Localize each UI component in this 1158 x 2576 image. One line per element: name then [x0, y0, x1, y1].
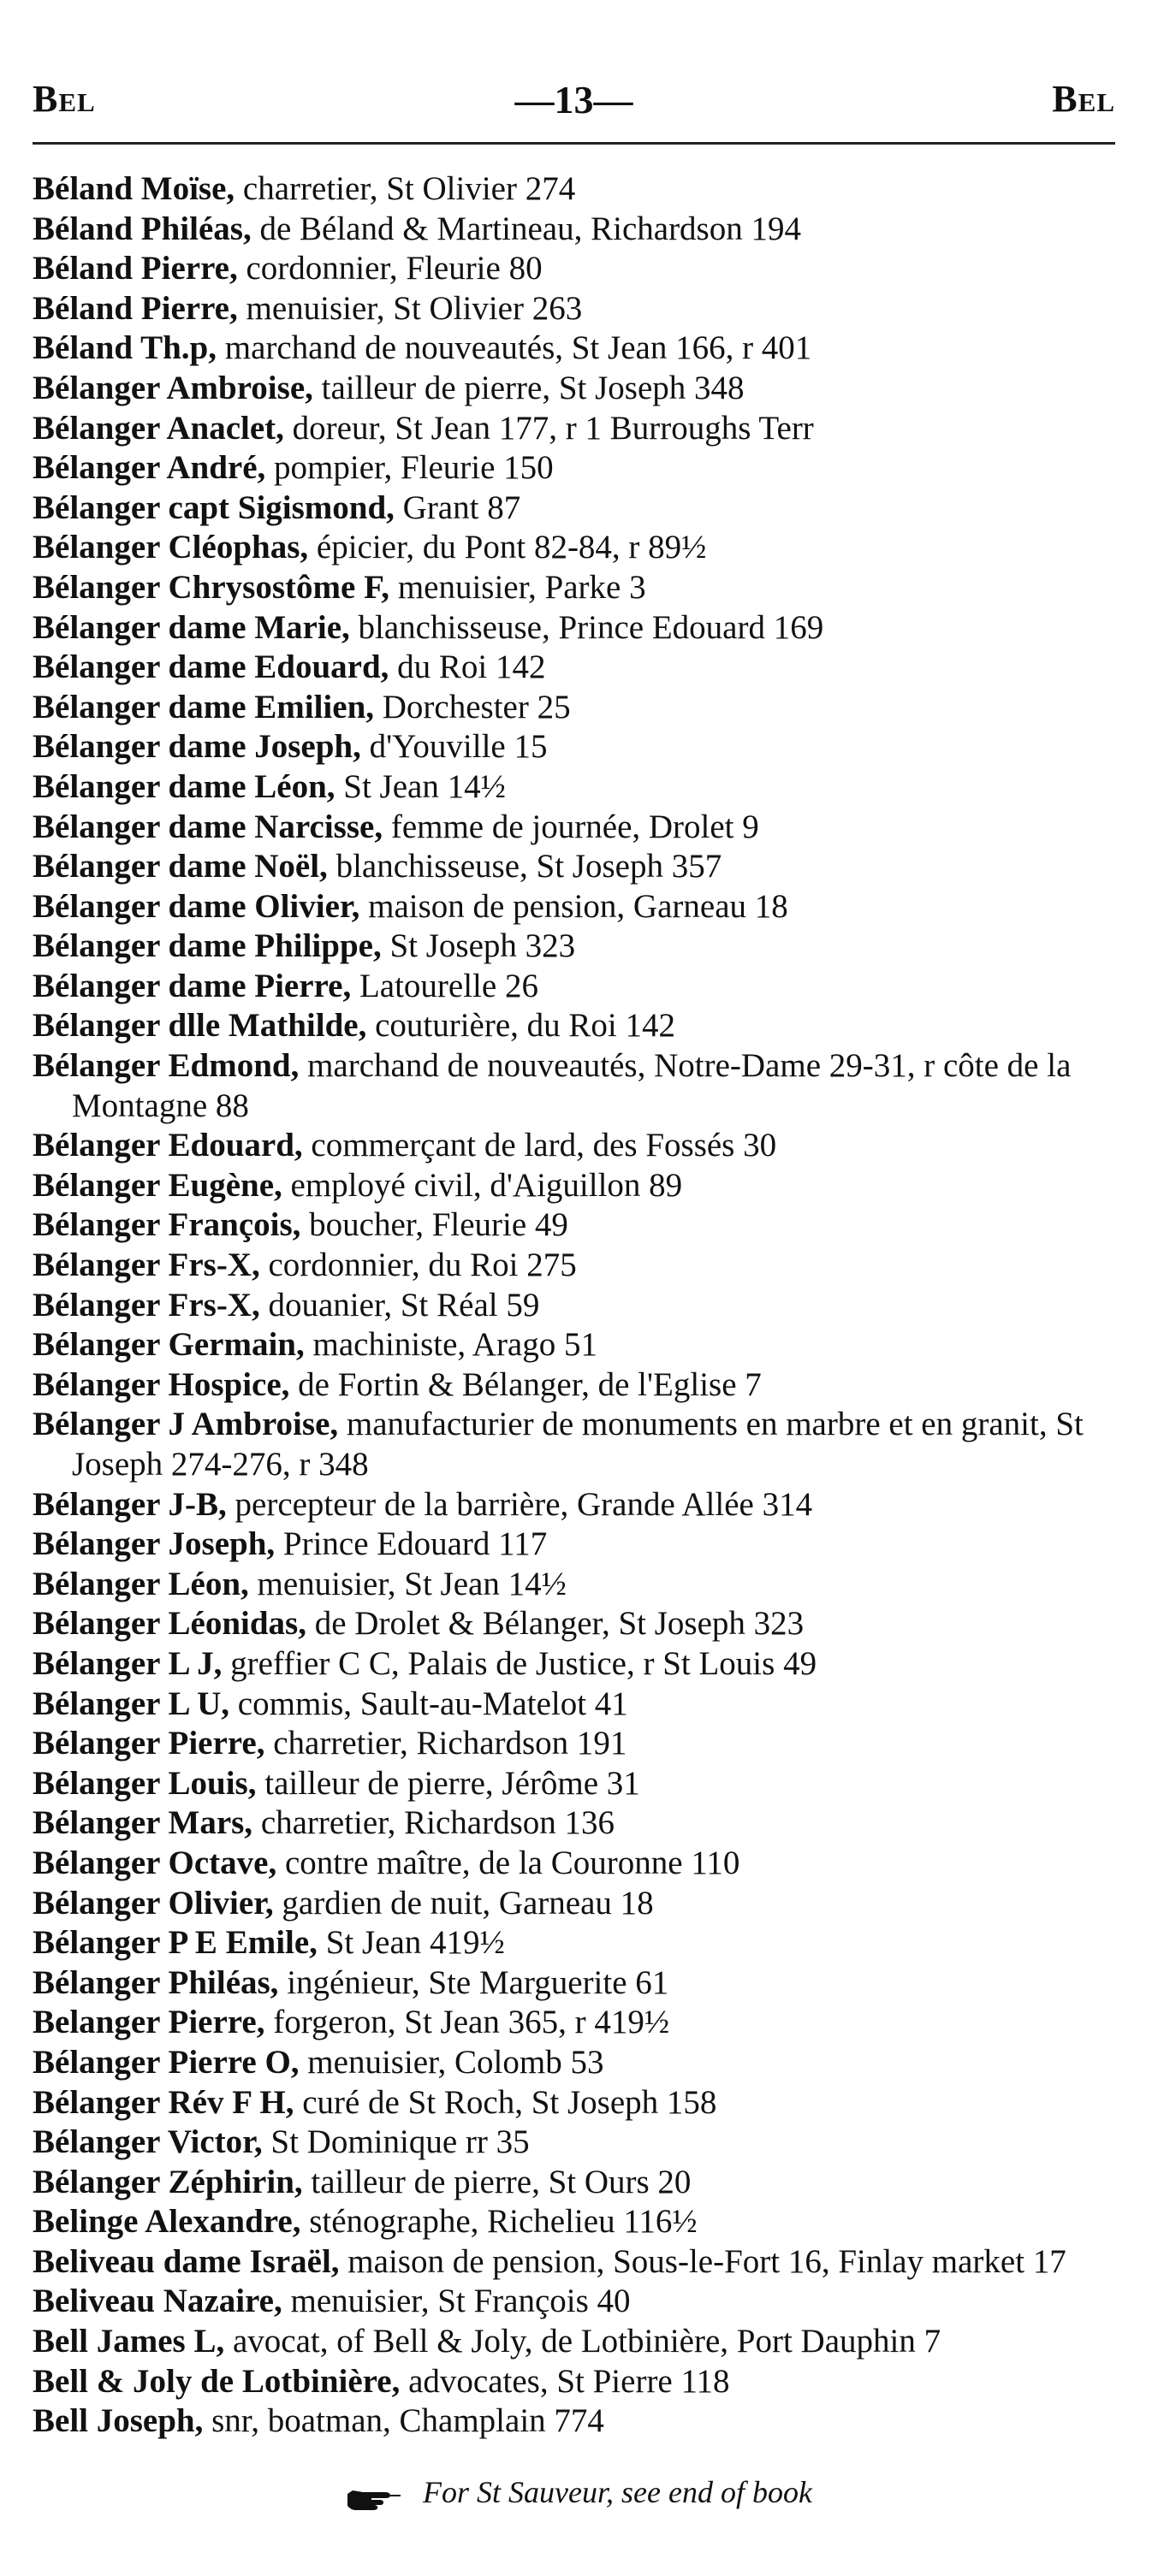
directory-entry — [33, 1485, 1115, 1525]
entry-name: Bell Joseph, — [33, 2402, 204, 2440]
entry-name: Bélanger Chrysostôme F, — [33, 568, 390, 606]
entry-name: Bélanger Philéas, — [33, 1963, 279, 2001]
entry-name: Bélanger Cléophas, — [33, 529, 309, 566]
directory-entry — [33, 1604, 1115, 1644]
directory-entry — [33, 2282, 1115, 2322]
entry-details: ingénieur, Ste Marguerite 61 — [278, 1963, 669, 2001]
directory-entry — [33, 1046, 1115, 1126]
entry-name: Beliveau Nazaire, — [33, 2283, 282, 2320]
entry-details: menuisier, St Jean 14½ — [248, 1565, 567, 1602]
running-head-left: Bel — [33, 78, 96, 120]
entry-name: Bélanger Frs-X, — [33, 1286, 260, 1324]
entry-name: Bélanger Zéphirin, — [33, 2163, 303, 2200]
running-head-right: Bel — [1052, 78, 1115, 120]
entry-details: employé civil, d'Aiguillon 89 — [282, 1166, 683, 1204]
entry-name: Béland Philéas, — [33, 210, 252, 247]
entry-details: blanchisseuse, Prince Edouard 169 — [349, 608, 824, 646]
entry-name: Bélanger Frs-X, — [33, 1247, 260, 1284]
entry-name: Bélanger dame Philippe, — [33, 927, 382, 965]
entry-name: Bélanger dame Emilien, — [33, 688, 375, 725]
entry-details: St Dominique rr 35 — [262, 2123, 530, 2161]
entry-details: doreur, St Jean 177, r 1 Burroughs Terr — [283, 409, 814, 447]
directory-entry — [33, 210, 1115, 250]
directory-entry — [33, 1166, 1115, 1206]
entry-details: machiniste, Arago 51 — [304, 1326, 597, 1364]
entry-name: Bélanger Eugène, — [33, 1166, 282, 1204]
entry-name: Bell & Joly de Lotbinière, — [33, 2362, 401, 2400]
entry-details: marchand de nouveautés, St Jean 166, r 401 — [216, 329, 812, 367]
directory-entry — [33, 1844, 1115, 1884]
directory-entry — [33, 927, 1115, 967]
page-header — [33, 77, 1115, 137]
entry-details: charretier, Richardson 136 — [252, 1804, 615, 1842]
entry-name: Bélanger dame Noël, — [33, 848, 328, 885]
entry-name: Bélanger Octave, — [33, 1844, 277, 1881]
entry-details: de Drolet & Bélanger, St Joseph 323 — [306, 1605, 805, 1643]
directory-entry — [33, 528, 1115, 568]
entry-name: Bélanger dame Olivier, — [33, 887, 360, 925]
directory-entry — [33, 967, 1115, 1007]
directory-entry — [33, 648, 1115, 688]
directory-entry — [33, 1803, 1115, 1844]
entry-name: Béland Moïse, — [33, 170, 235, 207]
entry-details: contre maître, de la Couronne 110 — [276, 1844, 740, 1881]
directory-entry — [33, 1246, 1115, 1286]
footer-note: For St Sauveur, see end of book — [423, 2475, 812, 2509]
directory-entry — [33, 1963, 1115, 2004]
entry-name: Bélanger L U, — [33, 1685, 230, 1722]
directory-entry — [33, 808, 1115, 848]
entry-details: St Jean 14½ — [335, 767, 506, 805]
entry-name: Bélanger dame Edouard, — [33, 648, 389, 686]
entry-details: d'Youville 15 — [360, 728, 548, 766]
entry-details: gardien de nuit, Garneau 18 — [273, 1884, 654, 1922]
entry-name: Béland Pierre, — [33, 289, 238, 327]
directory-entry — [33, 767, 1115, 808]
directory-entry — [33, 887, 1115, 927]
entry-name: Beliveau dame Israël, — [33, 2242, 340, 2280]
directory-entry — [33, 1006, 1115, 1046]
directory-entry — [33, 1525, 1115, 1565]
entry-name: Bélanger dame Léon, — [33, 767, 336, 805]
entry-details: cordonnier, Fleurie 80 — [237, 250, 543, 287]
entry-name: Bélanger Léonidas, — [33, 1605, 306, 1643]
entry-name: Bélanger André, — [33, 449, 266, 487]
entry-name: Bélanger J-B, — [33, 1485, 227, 1523]
entry-name: Béland Pierre, — [33, 250, 238, 287]
entry-name: Bélanger L J, — [33, 1644, 223, 1682]
entry-details: Grant 87 — [394, 489, 521, 526]
entry-details: menuisier, Colomb 53 — [299, 2043, 604, 2081]
entry-details: douanier, St Réal 59 — [259, 1286, 540, 1324]
entry-details: forgeron, St Jean 365, r 419½ — [264, 2004, 670, 2041]
directory-entry — [33, 1365, 1115, 1406]
entry-name: Bélanger François, — [33, 1206, 301, 1244]
directory-entry — [33, 847, 1115, 887]
directory-entry — [33, 608, 1115, 648]
entry-name: Bélanger Joseph, — [33, 1525, 276, 1563]
entry-name: Bélanger Germain, — [33, 1326, 305, 1364]
entry-name: Bélanger Anaclet, — [33, 409, 284, 447]
directory-entry — [33, 169, 1115, 210]
directory-entry — [33, 2322, 1115, 2362]
page-number: —13— — [514, 78, 633, 121]
entry-details: de Fortin & Bélanger, de l'Eglise 7 — [289, 1365, 762, 1403]
entry-name: Bélanger dame Narcisse, — [33, 808, 383, 845]
entry-name: Bélanger Edmond, — [33, 1047, 300, 1085]
entry-name: Bélanger capt Sigismond, — [33, 489, 395, 526]
entry-details: commerçant de lard, des Fossés 30 — [302, 1127, 777, 1164]
entry-details: pompier, Fleurie 150 — [265, 449, 554, 487]
entry-name: Bélanger dame Pierre, — [33, 967, 352, 1004]
directory-entry — [33, 1884, 1115, 1924]
entry-details: épicier, du Pont 82-84, r 89½ — [308, 529, 707, 566]
pointing-hand-icon — [346, 2483, 404, 2508]
entry-name: Bélanger Victor, — [33, 2123, 263, 2161]
entry-details: greffier C C, Palais de Justice, r St Louis 49 — [222, 1644, 817, 1682]
entry-details: couturière, du Roi 142 — [366, 1007, 676, 1045]
directory-entry — [33, 2003, 1115, 2043]
directory-entry — [33, 1325, 1115, 1365]
entry-name: Bélanger Olivier, — [33, 1884, 274, 1922]
entry-details: blanchisseuse, St Joseph 357 — [327, 848, 722, 885]
directory-entry — [33, 1724, 1115, 1764]
entry-details: percepteur de la barrière, Grande Allée 314 — [226, 1485, 813, 1523]
entry-name: Bélanger dame Marie, — [33, 608, 350, 646]
entry-details: advocates, St Pierre 118 — [400, 2362, 730, 2400]
entry-details: charretier, St Olivier 274 — [235, 170, 576, 207]
entry-details: Latourelle 26 — [351, 967, 538, 1004]
page-footer — [0, 2474, 1158, 2510]
entry-details: Dorchester 25 — [374, 688, 571, 725]
directory-entry — [33, 1764, 1115, 1804]
directory-entry — [33, 1286, 1115, 1326]
entry-name: Belanger Pierre, — [33, 2004, 265, 2041]
entry-name: Bélanger Louis, — [33, 1764, 257, 1802]
directory-entry — [33, 2163, 1115, 2203]
entry-name: Bélanger P E Emile, — [33, 1924, 318, 1962]
entry-name: Bélanger Edouard, — [33, 1127, 303, 1164]
directory-entry — [33, 289, 1115, 329]
entry-details: St Jean 419½ — [317, 1924, 505, 1962]
entry-details: Prince Edouard 117 — [275, 1525, 548, 1563]
entry-details: tailleur de pierre, St Ours 20 — [302, 2163, 692, 2200]
entry-details: menuisier, St Olivier 263 — [237, 289, 583, 327]
entry-name: Bélanger dame Joseph, — [33, 728, 361, 766]
entry-details: de Béland & Martineau, Richardson 194 — [251, 210, 801, 247]
entry-details: du Roi 142 — [389, 648, 546, 686]
directory-entry — [33, 1205, 1115, 1246]
entry-name: Bélanger dlle Mathilde, — [33, 1007, 367, 1045]
directory-entry — [33, 1644, 1115, 1685]
entry-name: Belinge Alexandre, — [33, 2203, 301, 2241]
directory-entry — [33, 249, 1115, 289]
entry-details: curé de St Roch, St Joseph 158 — [294, 2083, 717, 2121]
entry-details: tailleur de pierre, St Joseph 348 — [312, 369, 745, 406]
entry-details: menuisier, Parke 3 — [389, 568, 646, 606]
directory-entry — [33, 2043, 1115, 2083]
header-rule — [33, 142, 1115, 145]
directory-entry — [33, 1405, 1115, 1484]
entry-details: snr, boatman, Champlain 774 — [203, 2402, 604, 2440]
entry-name: Bélanger Hospice, — [33, 1365, 290, 1403]
directory-entries — [33, 169, 1115, 2442]
entry-name: Béland Th.p, — [33, 329, 217, 367]
entry-details: femme de journée, Drolet 9 — [383, 808, 759, 845]
entry-details: charretier, Richardson 191 — [264, 1725, 627, 1762]
directory-entry — [33, 1126, 1115, 1166]
directory-entry — [33, 2202, 1115, 2242]
entry-name: Bélanger Pierre, — [33, 1725, 265, 1762]
entry-name: Bélanger Léon, — [33, 1565, 249, 1602]
directory-entry — [33, 489, 1115, 529]
directory-entry — [33, 568, 1115, 608]
entry-details: boucher, Fleurie 49 — [300, 1206, 568, 1244]
directory-entry — [33, 727, 1115, 767]
directory-entry — [33, 448, 1115, 489]
directory-entry — [33, 409, 1115, 449]
directory-entry — [33, 1923, 1115, 1963]
directory-entry — [33, 2123, 1115, 2163]
entry-details: tailleur de pierre, Jérôme 31 — [256, 1764, 640, 1802]
entry-details: sténographe, Richelieu 116½ — [300, 2203, 698, 2241]
entry-details: marchand de nouveautés, Notre-Dame 29-31, r côte de la Montagne 88 — [72, 1047, 1072, 1124]
entry-details: manufacturier de monuments en marbre et en granit, St Joseph 274-276, r 348 — [72, 1406, 1084, 1483]
entry-name: Bélanger Ambroise, — [33, 369, 313, 406]
entry-details: maison de pension, Garneau 18 — [359, 887, 788, 925]
entry-name: Bélanger Pierre O, — [33, 2043, 300, 2081]
directory-entry — [33, 2083, 1115, 2123]
directory-entry — [33, 2242, 1115, 2283]
entry-details: commis, Sault-au-Matelot 41 — [229, 1685, 628, 1722]
directory-entry — [33, 688, 1115, 728]
directory-entry — [33, 2401, 1115, 2442]
entry-details: avocat, of Bell & Joly, de Lotbinière, Port Dauphin 7 — [224, 2323, 941, 2360]
entry-details: maison de pension, Sous-le-Fort 16, Finlay market 17 — [339, 2242, 1066, 2280]
entry-name: Bélanger J Ambroise, — [33, 1406, 339, 1443]
entry-name: Bélanger Mars, — [33, 1804, 253, 1842]
directory-entry — [33, 1685, 1115, 1725]
directory-entry — [33, 329, 1115, 369]
entry-name: Bélanger Rév F H, — [33, 2083, 294, 2121]
entry-details: cordonnier, du Roi 275 — [259, 1247, 577, 1284]
directory-entry — [33, 369, 1115, 409]
directory-entry — [33, 2362, 1115, 2402]
entry-name: Bell James L, — [33, 2323, 225, 2360]
entry-details: menuisier, St François 40 — [282, 2283, 631, 2320]
entry-details: St Joseph 323 — [381, 927, 576, 965]
directory-entry — [33, 1565, 1115, 1605]
